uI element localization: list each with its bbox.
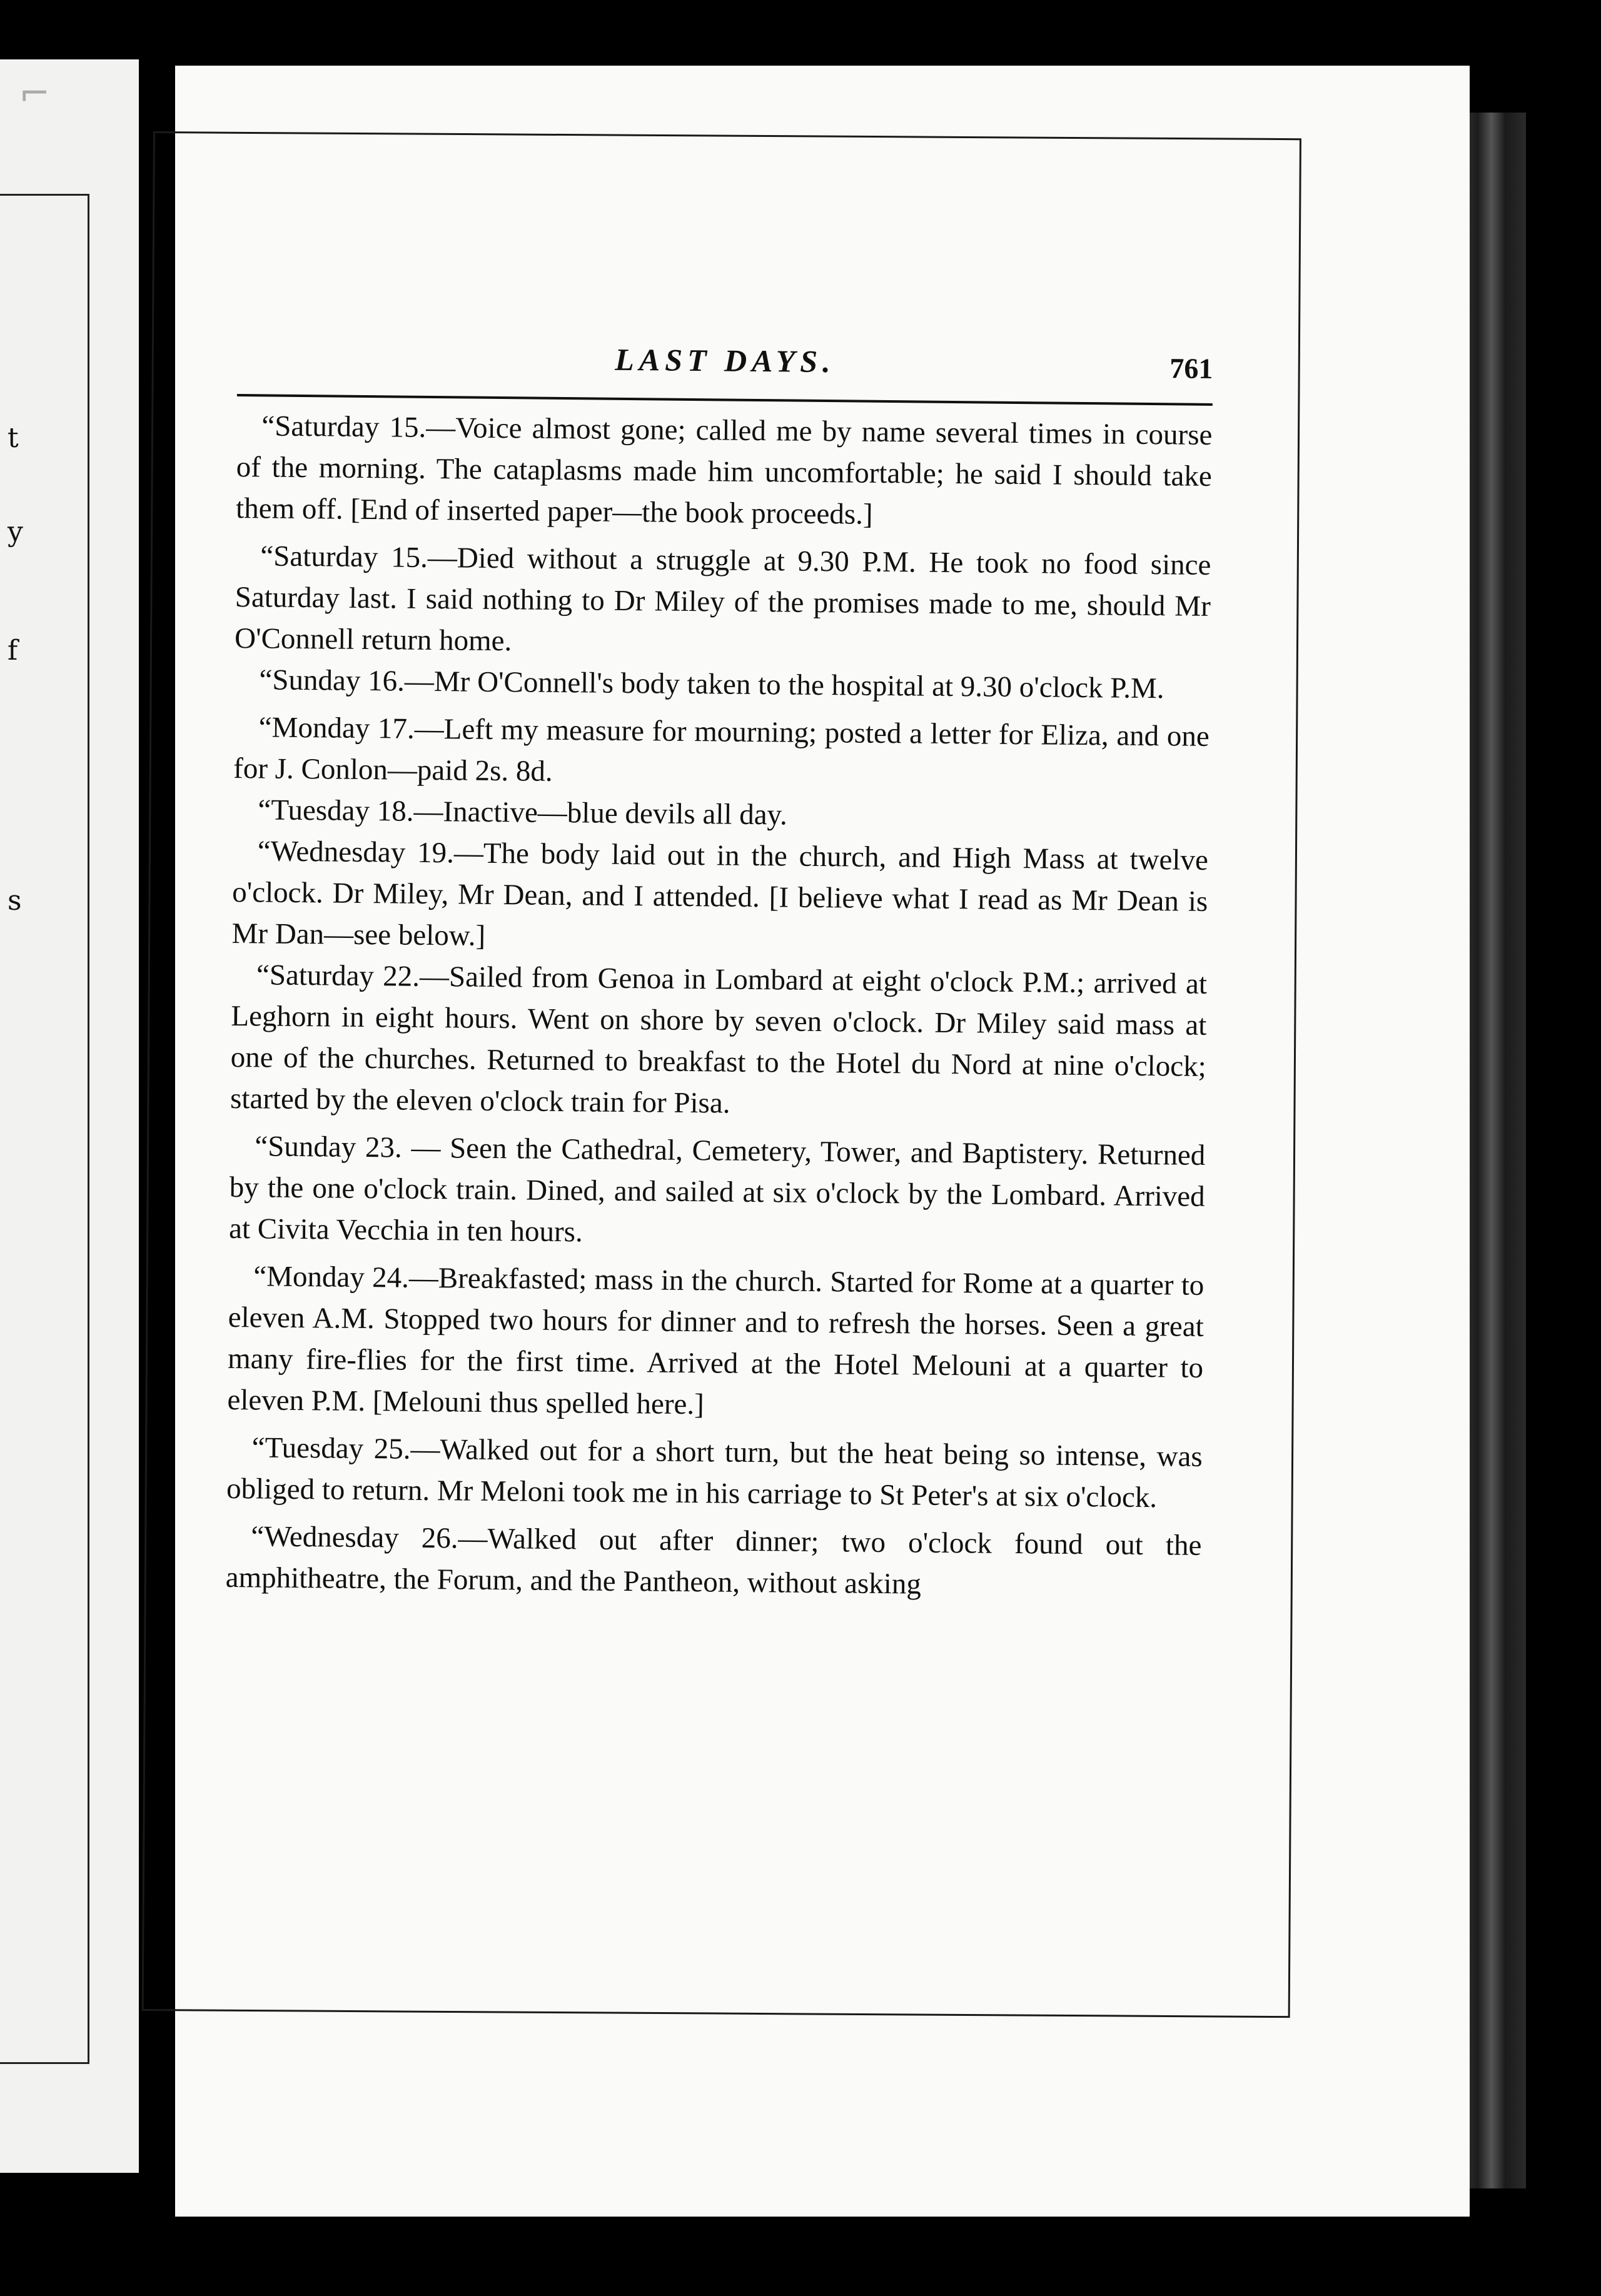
margin-smudge: ⌐ [19, 72, 51, 116]
left-page-margin-letters [0, 59, 139, 2173]
diary-entry: “Monday 17.—Left my measure for mourning; posted a letter for Eliza, and one for J. Conlon—paid 2s. 8d. [233, 711, 1210, 788]
margin-letter: f [8, 635, 18, 667]
margin-letter: y [8, 516, 23, 548]
diary-entry: “Wednesday 26.—Walked out after dinner; two o'clock found out the amphitheatre, the Forum, and the Pantheon, without asking [225, 1520, 1202, 1601]
diary-entry: “Saturday 15.—Voice almost gone; called me by name several times in course of the morning. The cataplasms made him uncomfortable; he said I should take them off. [End of inserted paper—the book proceeds.] [235, 410, 1213, 531]
diary-entry: “Monday 24.—Breakfasted; mass in the church. Started for Rome at a quarter to eleven A.M. Stopped two hours for dinner and to refresh the horses. Seen a great many fire-flies for the first time. Arrived at the Hotel Melouni at a quarter to eleven P.M. [Melouni thus spelled here.] [227, 1260, 1205, 1421]
margin-letter: s [8, 885, 22, 917]
diary-entry: “Sunday 23. — Seen the Cathedral, Cemetery, Tower, and Baptistery. Returned by the one o'clock train. Dined, and sailed at six o'clock by the Lombard. Arrived at Civita Vecchia in ten hours. [228, 1130, 1206, 1249]
diary-entry: “Sunday 16.—Mr O'Connell's body taken to the hospital at 9.30 o'clock P.M. [259, 663, 1164, 705]
running-head: LAST DAYS. [615, 341, 836, 380]
page-number: 761 [1169, 352, 1213, 385]
page-header [237, 325, 1213, 403]
diary-entry: “Saturday 22.—Sailed from Genoa in Lombard at eight o'clock P.M.; arrived at Leghorn in eight hours. Went on shore by seven o'clock. Dr Miley said mass at one of the churches. Returned to breakfast to the Hotel du Nord at nine o'clock; started by the eleven o'clock train for Pisa. [230, 959, 1208, 1120]
diary-entry: “Tuesday 18.—Inactive—blue devils all day. [258, 793, 788, 832]
diary-entry: “Wednesday 19.—The body laid out in the church, and High Mass at twelve o'clock. Dr Miley, Mr Dean, and I attended. [I believe what I read as Mr Dean is Mr Dan—see below.] [231, 835, 1209, 952]
page-content [225, 325, 1213, 1608]
margin-letter: t [8, 422, 19, 454]
diary-entry: “Saturday 15.—Died without a struggle at 9.30 P.M. He took no food since Saturday last. I said nothing to Dr Miley of the promises made to me, should Mr O'Connell return home. [234, 540, 1211, 658]
left-facing-page [0, 59, 139, 2173]
diary-entry: “Tuesday 25.—Walked out for a short turn, but the heat being so intense, was obliged to return. Mr Meloni took me in his carriage to St Peter's at six o'clock. [226, 1431, 1203, 1514]
